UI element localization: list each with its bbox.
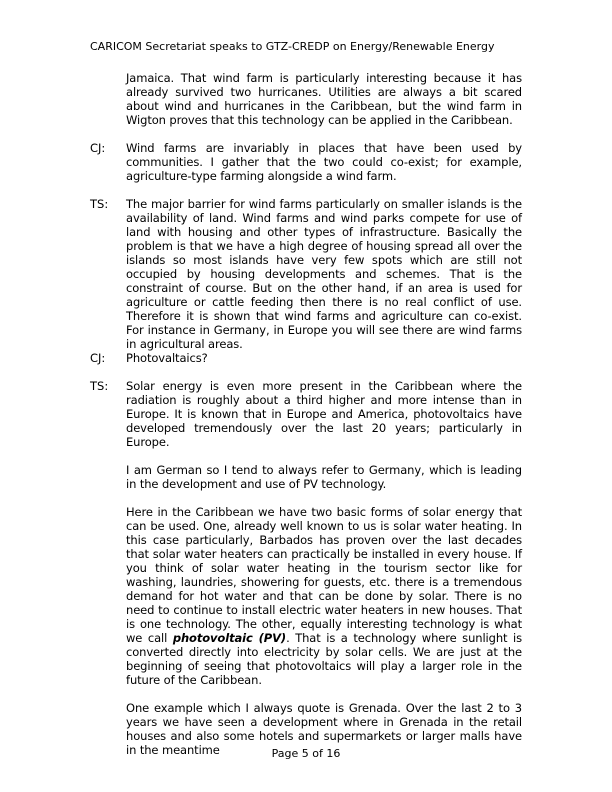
paragraph-text: . That is a technology where sunlight is converted directly into electricity by solar cells. We are just at the beginning of seeing that photovoltaics will play a larger role in the future of the Caribbean. — [126, 631, 522, 687]
entry-text — [126, 71, 522, 127]
dialogue-entry — [90, 141, 522, 183]
speaker-label: TS: — [90, 379, 109, 393]
entry-text — [126, 197, 522, 351]
entry-text — [126, 379, 522, 757]
entry-text — [126, 351, 522, 365]
paragraph: Photovaltaics? — [126, 351, 208, 365]
paragraph-text: Here in the Caribbean we have two basic forms of solar energy that can be used. One, already well known to us is solar water heating. In this case particularly, Barbados has proven over the last decades that solar water heaters can practically be installed in every house. If you think of solar water heating in the tourism sector like for washing, laundries, showering for guests, etc. there is a tremendous demand for hot water and that can be done by solar. There is no need to continue to install electric water heaters in new houses. That is one technology. The other, equally interesting technology is what we call — [126, 505, 522, 645]
dialogue-entry — [90, 197, 522, 351]
paragraph: Jamaica. That wind farm is particularly interesting because it has already survived two hurricanes. Utilities are always a bit scared about wind and hurricanes in the Caribbean, but the wind farm in Wigton proves that this technology can be applied in the Caribbean. — [126, 71, 522, 127]
dialogue-entry — [90, 71, 522, 127]
page-number: Page 5 of 16 — [271, 747, 341, 760]
paragraph — [126, 505, 522, 687]
paragraph: I am German so I tend to always refer to Germany, which is leading in the development and use of PV technology. — [126, 463, 522, 491]
paragraph: Solar energy is even more present in the Caribbean where the radiation is roughly about a third higher and more intense than in Europe. It is known that in Europe and America, photovoltaics have developed tremendously over the last 20 years; particularly in Europe. — [126, 379, 522, 449]
speaker-label: TS: — [90, 197, 109, 211]
entry-text — [126, 141, 522, 183]
dialogue-entry — [90, 379, 522, 757]
paragraph: The major barrier for wind farms particularly on smaller islands is the availability of land. Wind farms and wind parks compete for use of land with housing and other types of infrastructure. Basically the problem is that we have a high degree of housing spread all over the islands so most islands have very few spots which are still not occupied by housing developments and schemes. That is the constraint of course. But on the other hand, if an area is used for agriculture or cattle feeding then there is no real conflict of use. Therefore it is shown that wind farms and agriculture can co-exist. For instance in Germany, in Europe you will see there are wind farms in agricultural areas. — [126, 197, 522, 351]
emphasized-term: photovoltaic (PV) — [172, 631, 287, 645]
paragraph: One example which I always quote is Grenada. Over the last 2 to 3 years we have seen a development where in Grenada in the retail houses and also some hotels and supermarkets or larger malls have in the meantime — [126, 701, 522, 757]
speaker-label: CJ: — [90, 141, 106, 155]
paragraph: Wind farms are invariably in places that have been used by communities. I gather that the two could co-exist; for example, agriculture-type farming alongside a wind farm. — [126, 141, 522, 183]
dialogue-entry — [90, 351, 522, 365]
running-header: CARICOM Secretariat speaks to GTZ-CREDP on Energy/Renewable Energy — [90, 40, 495, 53]
speaker-label: CJ: — [90, 351, 106, 365]
